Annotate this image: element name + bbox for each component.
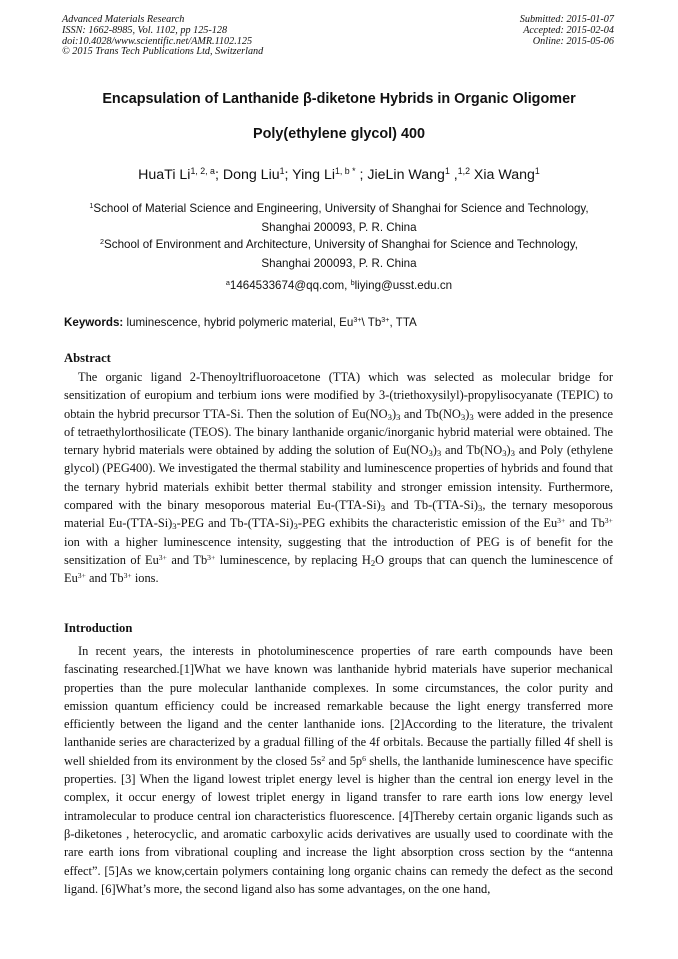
journal-doi: doi:10.4028/www.scientific.net/AMR.1102.125: [62, 35, 253, 47]
superscript: 3+: [557, 516, 566, 526]
subscript: 3: [396, 411, 401, 422]
submitted-date: Submitted: 2015-01-07: [519, 14, 614, 25]
abstract-paragraph: [64, 368, 613, 588]
subscript: 2: [370, 558, 376, 569]
author-affiliation-marker: 1, b *: [335, 166, 356, 177]
subscript: 3: [478, 503, 483, 514]
text-run: luminescence, hybrid polymeric material, Eu: [123, 316, 354, 329]
superscript: 6: [362, 753, 366, 763]
paper-title-line-2: Poly(ethylene glycol) 400: [253, 126, 425, 142]
text-run: In recent years, the interests in photoluminescence properties of rare earth compounds have been fascinating researched.[1]What we have known was lanthanide hybrid materials have superior mechanical properties than the pure molecular lanthanide complexes. In some circumstances, the color purity and emission quantum efficiency could be increased remarkable because the light energy transferred more efficiently between the ligand and the center lanthanide ions. [2]According to the literature, the trivalent lanthanide series are characterized by a gradual filling of the 4f orbitals. Because the partially filled 4f shell is well shielded from its environment by the closed 5s: [64, 644, 613, 768]
subscript: 3: [172, 521, 177, 532]
abstract-heading: Abstract: [64, 351, 111, 365]
email-line: [60, 279, 618, 292]
text-run: , TTA: [389, 316, 417, 329]
subscript: 3: [460, 411, 466, 422]
affiliation-marker: 1: [89, 201, 94, 211]
abstract-body: [64, 368, 613, 588]
subscript: 3: [510, 448, 515, 459]
author-name: HuaTi Li: [138, 167, 191, 183]
author-name: Ying Li: [292, 167, 336, 183]
text-run: -PEG exhibits the characteristic emission of the Eu: [297, 516, 558, 531]
text-run: and Poly (ethylene glycol) (PEG400). We investigated the thermal stability and luminescence properties of hybrids and found that the ternary hybrid materials exhibit better thermal stability and stronger emission intensity. Furthermore, compared with the binary mesoporous material Eu-(TTA-Si): [64, 443, 613, 513]
text-run: ions.: [131, 571, 159, 586]
keywords-line: [64, 316, 417, 329]
subscript: 3: [387, 411, 392, 422]
text-run: and 5p: [325, 753, 363, 768]
author-affiliation-marker: 1: [444, 166, 450, 177]
author-affiliation-marker: 1,2: [457, 166, 470, 177]
text-run: ): [391, 406, 397, 421]
author-affiliation-marker: 1: [534, 166, 540, 177]
superscript: 2: [321, 753, 326, 763]
author-separator: ,: [449, 167, 458, 183]
text-run: and Tb: [565, 516, 605, 531]
affiliation-line: School of Material Science and Engineering, University of Shanghai for Science and Technology,: [93, 202, 589, 215]
text-run: \ Tb: [361, 316, 382, 329]
author-list: [40, 167, 638, 183]
text-run: ): [432, 443, 437, 458]
superscript: 3+: [77, 571, 86, 581]
text-run: ion with a higher luminescence intensity, suggesting that the introduction of PEG is of benefit for the sensitization of Eu: [64, 534, 613, 567]
author-separator: ;: [284, 167, 293, 183]
superscript: 3+: [353, 315, 362, 325]
text-run: and Tb: [85, 571, 124, 586]
journal-header-left: [62, 15, 263, 58]
paper-title-line-1: Encapsulation of Lanthanide β-diketone Hybrids in Organic Oligomer: [102, 91, 576, 107]
journal-name: Advanced Materials Research: [62, 14, 185, 25]
affiliation-line: School of Environment and Architecture, University of Shanghai for Science and Technology,: [104, 238, 578, 251]
text-run: and Tb(NO: [400, 406, 461, 421]
affiliation-line: Shanghai 200093, P. R. China: [261, 257, 417, 270]
text-run: ): [465, 406, 470, 421]
subscript: 3: [469, 411, 474, 422]
journal-copyright: © 2015 Trans Tech Publications Ltd, Switzerland: [62, 46, 264, 58]
subscript: 3: [293, 521, 298, 532]
superscript: 3+: [604, 516, 613, 526]
subscript: 3: [380, 503, 386, 514]
text-run: and Tb-(TTA-Si): [385, 498, 479, 513]
keywords-text: [123, 316, 417, 329]
text-run: -PEG and Tb-(TTA-Si): [176, 516, 294, 531]
journal-issn: ISSN: 1662-8985, Vol. 1102, pp 125-128: [62, 24, 228, 36]
email-link[interactable]: 1464533674@qq.com,: [229, 279, 351, 292]
text-run: O groups that can quench the luminescence of Eu: [64, 552, 613, 586]
affiliation-2: [60, 235, 618, 273]
online-date: Online: 2015-05-06: [532, 35, 614, 47]
introduction-heading: Introduction: [64, 621, 133, 635]
accepted-date: Accepted: 2015-02-04: [523, 24, 614, 36]
subscript: 3: [502, 448, 507, 459]
email-link[interactable]: liying@usst.edu.cn: [354, 279, 453, 292]
superscript: 3+: [381, 315, 390, 325]
text-run: luminescence, by replacing H: [215, 552, 371, 567]
email-marker: a: [225, 278, 230, 288]
subscript: 3: [436, 448, 442, 459]
email-marker: b: [350, 278, 355, 288]
affiliation-line: Shanghai 200093, P. R. China: [261, 221, 417, 234]
text-run: and Tb(NO: [441, 443, 503, 458]
introduction-body: [64, 642, 613, 898]
text-run: , the ternary mesoporous material Eu-(TTA-Si): [64, 498, 613, 531]
introduction-paragraph: [64, 642, 613, 898]
author-name: JieLin Wang: [367, 167, 445, 183]
text-run: ): [506, 443, 511, 458]
superscript: 3+: [158, 552, 167, 562]
author-affiliation-marker: 1: [279, 166, 285, 177]
author-name: Xia Wang: [469, 167, 535, 183]
text-run: shells, the lanthanide luminescence have specific properties. [3] When the ligand lowest triplet energy level is higher than the central ion energy level in the complex, it occur energy of lowest triplet energy in ligand transfer to rare earth ions low energy level intramolecular to produce central ion characteristics fluorescence. [4]Thereby certain organic ligands such as β-diketones , heterocyclic, and aromatic carboxylic acids derivatives are usually used to coordinate with the rare earth ions from vibrational coupling and increase the light absorption cross section by the “antenna effect”. [5]As we know,certain polymers containing long organic chains can remedy the defect as the second ligand. [6]What’s more, the second ligand also has some advantages, on the one hand,: [64, 753, 613, 896]
text-run: and Tb: [166, 552, 208, 567]
author-separator: ;: [214, 167, 223, 183]
affiliation-1: [60, 199, 618, 237]
author-affiliation-marker: 1, 2, a: [190, 166, 215, 177]
text-run: were added in the presence of tetraethylorthosilicate (TEOS). The binary lanthanide organic/inorganic hybrid material were obtained. The ternary hybrid materials were obtained by adding the solution of Eu(NO: [64, 406, 613, 458]
superscript: 3+: [123, 571, 132, 581]
keywords-label: Keywords:: [64, 316, 124, 329]
superscript: 3+: [207, 552, 216, 562]
affiliation-marker: 2: [100, 237, 105, 247]
journal-header-right: [520, 15, 614, 47]
author-name: Dong Liu: [222, 167, 280, 183]
subscript: 3: [428, 448, 433, 459]
author-separator: ;: [355, 167, 368, 183]
text-run: The organic ligand 2-Thenoyltrifluoroacetone (TTA) which was selected as molecular bridge for sensitization of europium and terbium ions were modified by 3-(triethoxysilyl)-propylisocyanate (TEPIC) to obtain the hybrid precursor TTA-Si. Then the solution of Eu(NO: [64, 370, 613, 421]
